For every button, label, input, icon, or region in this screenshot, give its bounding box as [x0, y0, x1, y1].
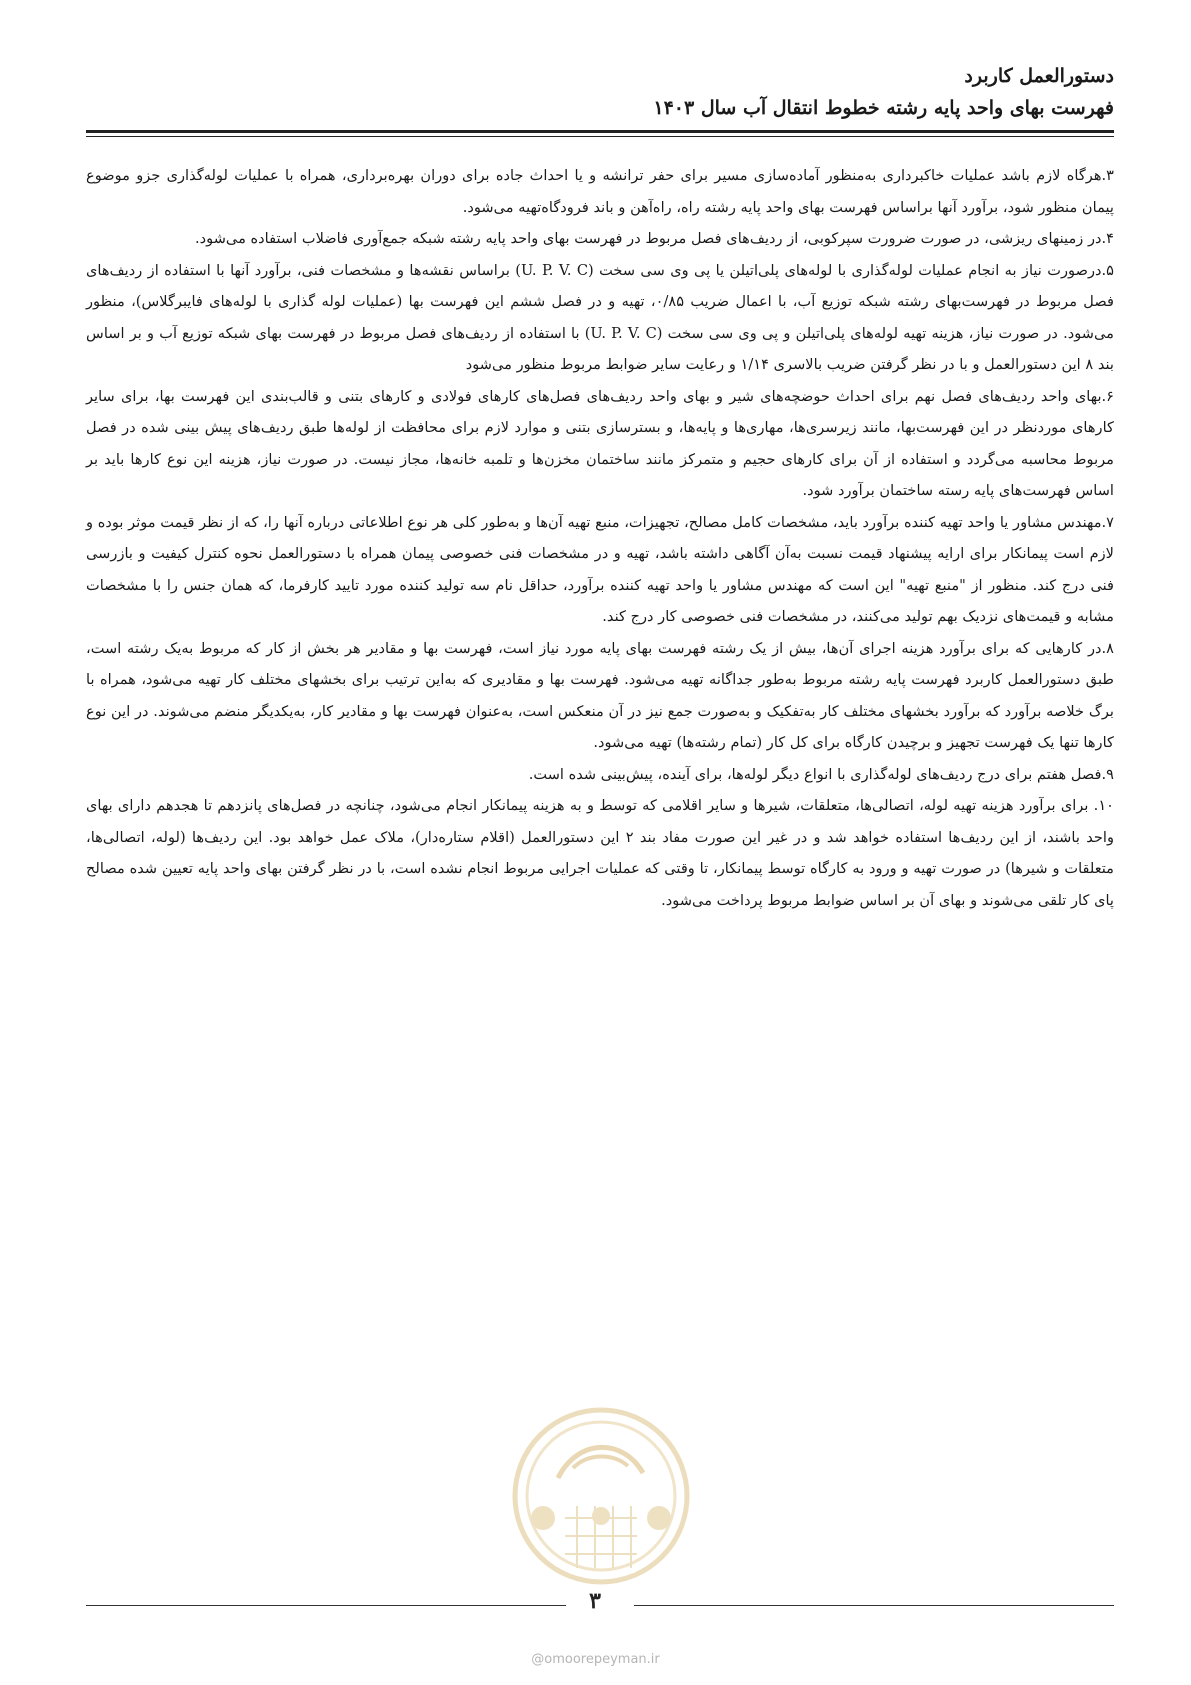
footer-rule-left	[86, 1605, 566, 1606]
paragraph-item-6: ۶.بهای واحد ردیف‌های فصل نهم برای احداث حوضچه‌های شیر و بهای واحد ردیف‌های فصل‌های کارهای فولادی و کارهای بتنی و قالب‌بندی این فهرست بها، برای سایر کارهای موردنظر در این فهرست‌بها، مانند زیرسری‌ها، مهاری‌ها و پایه‌ها، و بسترسازی بتنی و موارد لازم برای محافظت از لوله‌ها طبق ردیف‌های پیش بینی شده در فصل مربوط محاسبه می‌گردد و استفاده از آن برای کارهای حجیم و متمرکز مانند ساختمان مخزن‌ها و تلمبه خانه‌ها، مجاز نیست. در صورت نیاز، هزینه این نوع کارها باید بر اساس فهرست‌های پایه رسته ساختمان برآورد شود.	[86, 387, 1114, 499]
paragraph-item-10: ۱۰. برای برآورد هزینه تهیه لوله، اتصالی‌ها، متعلقات، شیرها و سایر اقلامی که توسط و به هزینه پیمانکار انجام می‌شود، چنانچه در فصل‌های پانزدهم تا هجدهم دارای بهای واحد باشند، از این ردیف‌ها استفاده خواهد شد و در غیر این صورت مفاد بند ۲ این دستورالعمل (اقلام ستاره‌دار)، ملاک عمل خواهد بود. این ردیف‌ها (لوله، اتصالی‌ها، متعلقات و شیرها) در صورت تهیه و ورود به کارگاه توسط پیمانکار، تا وقتی که عملیات اجرایی مربوط انجام نشده است، با در نظر گرفتن بهای واحد پایه تعیین شده مصالح پای کار تلقی می‌شوند و بهای آن بر اساس ضوابط مربوط پرداخت می‌شود.	[86, 797, 1114, 909]
page-number: ۳	[589, 1588, 601, 1614]
paragraph-item-7: ۷.مهندس مشاور یا واحد تهیه کننده برآورد باید، مشخصات کامل مصالح، تجهیزات، منبع تهیه آن‌ها و به‌طور کلی هر نوع اطلاعاتی درباره آنها را، که از نظر قیمت موثر بوده و لازم است پیمانکار برای ارایه پیشنهاد قیمت نسبت به‌آن آگاهی داشته باشد، تهیه و در مشخصات فنی خصوصی پیمان همراه با دستورالعمل نحوه کنترل کیفیت و بازرسی فنی درج کند. منظور از "منبع تهیه" این است که مهندس مشاور یا واحد تهیه کننده برآورد، حداقل نام سه تولید کننده مورد تایید کارفرما، که همان جنس را با مشخصات مشابه و قیمت‌های نزدیک بهم تولید می‌کنند، در مشخصات فنی خصوصی کار درج کند.	[86, 513, 1114, 625]
document-subtitle: فهرست بهای واحد پایه رشته خطوط انتقال آب سال ۱۴۰۳	[653, 97, 1114, 119]
footer-website: @omoorepeyman.ir	[531, 1652, 660, 1667]
paragraph-item-5: ۵.درصورت نیاز به انجام عملیات لوله‌گذاری با لوله‌های پلی‌اتیلن یا پی وی سی سخت (U. P. V. C) براساس نقشه‌ها و مشخصات فنی، برآورد آنها با استفاده از ردیف‌های فصل مربوط در فهرست‌بهای رشته شبکه توزیع آب، با اعمال ضریب ۰/۸۵، تهیه و در فصل ششم این فهرست بها (عملیات لوله گذاری با لوله‌های فایبرگلاس)، منظور می‌شود. در صورت نیاز، هزینه تهیه لوله‌های پلی‌اتیلن و پی وی سی سخت (U. P. V. C) با استفاده از ردیف‌های فصل مربوط در فهرست بهای شبکه توزیع آب و بر اساس بند ۸ این دستورالعمل و با در نظر گرفتن ضریب بالاسری ۱/۱۴ و رعایت سایر ضوابط مربوط منظور می‌شود	[86, 261, 1114, 373]
paragraph-item-9: ۹.فصل هفتم برای درج ردیف‌های لوله‌گذاری با انواع دیگر لوله‌ها، برای آینده، پیش‌بینی شده است.	[528, 765, 1114, 783]
omoore-peyman-logo-icon	[503, 1398, 699, 1594]
header-rule-thick	[86, 130, 1114, 133]
document-title: دستورالعمل کاربرد	[964, 65, 1114, 87]
footer-rule-right	[634, 1605, 1114, 1606]
header-rule-thin	[86, 136, 1114, 137]
page-header	[86, 60, 1114, 124]
document-body	[86, 160, 1114, 916]
paragraph-item-4: ۴.در زمینهای ریزشی، در صورت ضرورت سپرکوبی، از ردیف‌های فصل مربوط در فهرست بهای واحد پایه رشته شبکه جمع‌آوری فاضلاب استفاده می‌شود.	[195, 230, 1114, 247]
paragraph-item-3: ۳.هرگاه لازم باشد عملیات خاکبرداری به‌منظور آماده‌سازی مسیر برای حفر ترانشه و یا احداث جاده برای دوران بهره‌برداری، همراه با عملیات لوله‌گذاری جزو موضوع پیمان منظور شود، برآورد آنها براساس فهرست بهای واحد پایه رشته راه، راه‌آهن و باند فرودگاه‌تهیه می‌شود.	[86, 167, 1114, 216]
paragraph-item-8: ۸.در کارهایی که برای برآورد هزینه اجرای آن‌ها، بیش از یک رشته فهرست بهای پایه مورد نیاز است، فهرست بها و مقادیر هر بخش از کار که مربوط به‌یک رشته است، طبق دستورالعمل کاربرد فهرست پایه رشته مربوط به‌طور جداگانه تهیه می‌شود. فهرست بها و مقادیری که به‌این ترتیب برای بخشهای مختلف کار تهیه می‌شود، همراه با برگ خلاصه برآورد که برآورد بخشهای مختلف کار به‌تفکیک و به‌صورت جمع نیز در آن منعکس است، به‌عنوان فهرست بها و مقادیر کار، به‌یکدیگر منضم می‌شوند. در این نوع کارها تنها یک فهرست تجهیز و برچیدن کارگاه برای کل کار (تمام رشته‌ها) تهیه می‌شود.	[86, 639, 1114, 751]
